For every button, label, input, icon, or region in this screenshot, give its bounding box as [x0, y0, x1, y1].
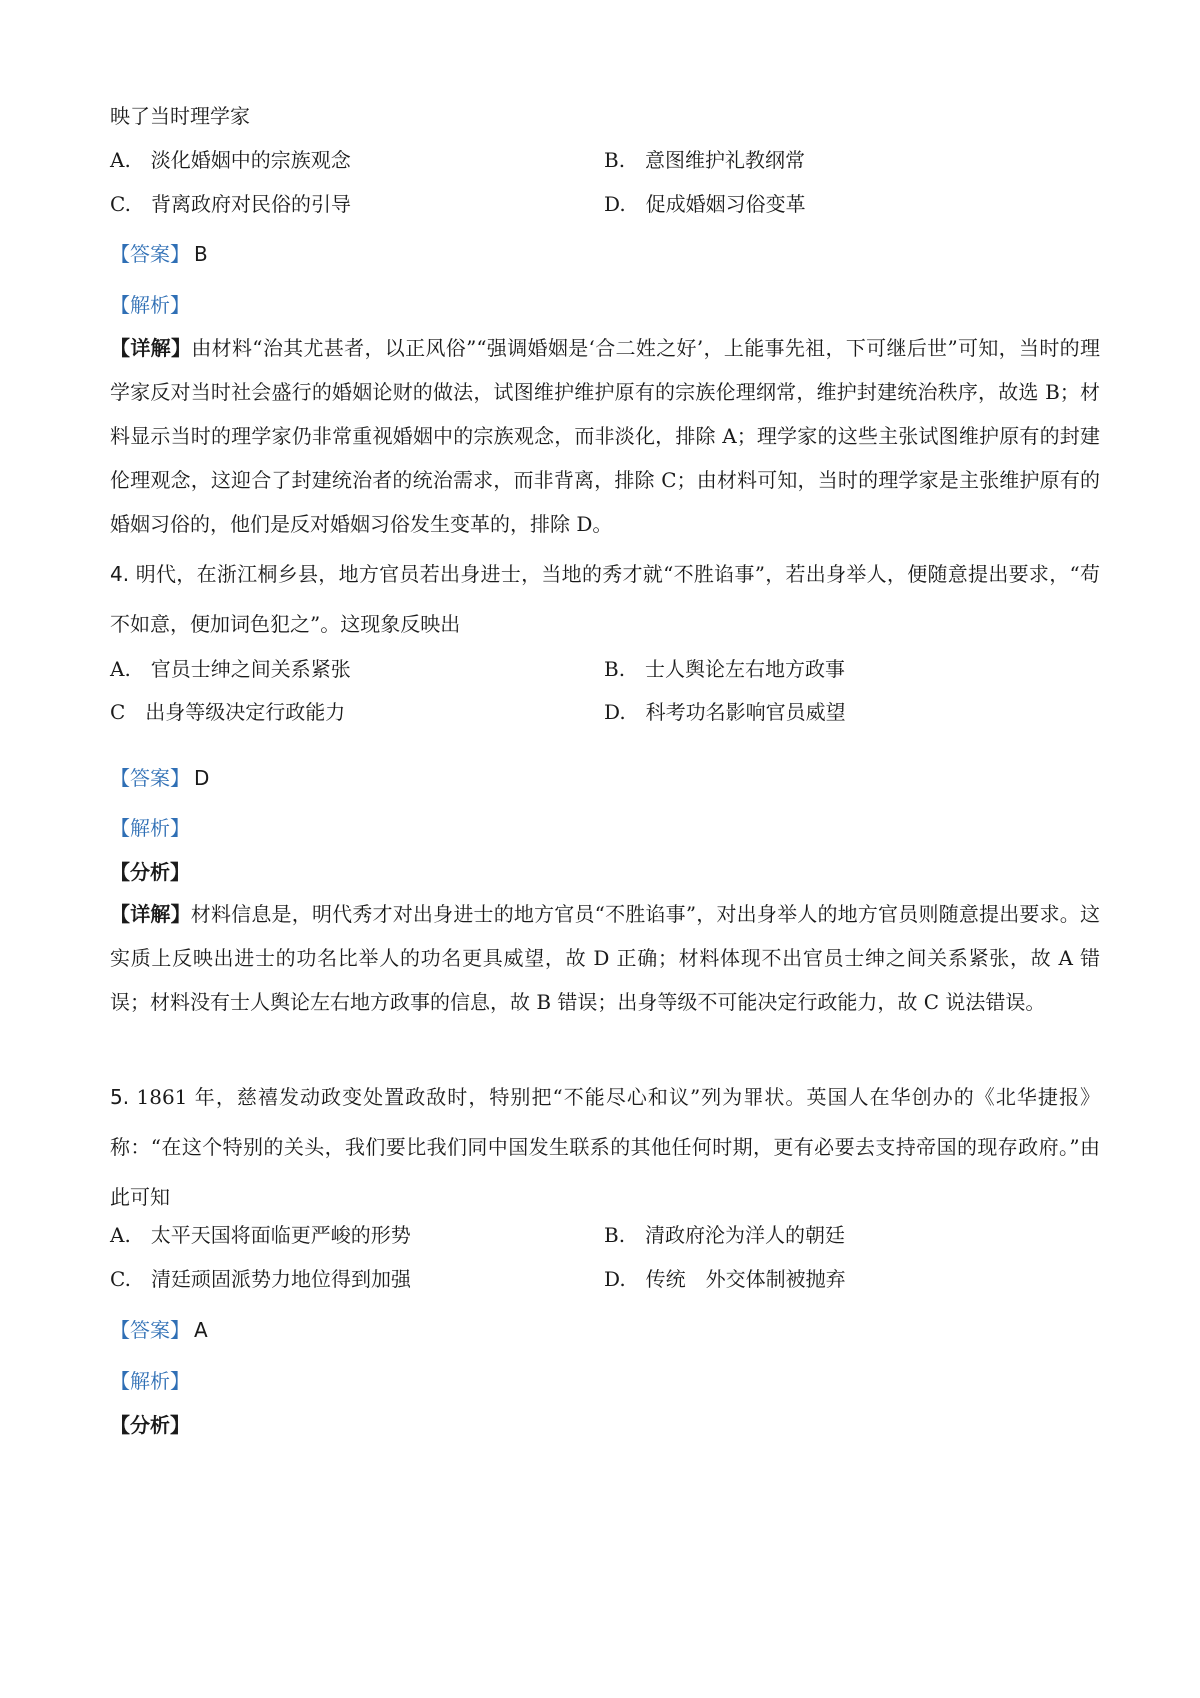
- answer-value: A: [194, 1318, 208, 1342]
- q5-answer: [110, 1317, 1100, 1343]
- q3-option-b: B. 意图维护礼教纲常: [604, 148, 806, 172]
- q4-option-d: D. 科考功名影响官员威望: [604, 700, 846, 724]
- q4-option-c: C 出身等级决定行政能力: [110, 700, 346, 724]
- q3-option-d: D. 促成婚姻习俗变革: [604, 192, 806, 216]
- answer-tag: 【答案】: [110, 766, 190, 790]
- q3-detail: [110, 326, 1100, 546]
- q3-option-a: A. 淡化婚姻中的宗族观念: [110, 148, 351, 172]
- q5-option-a: A. 太平天国将面临更严峻的形势: [110, 1223, 411, 1247]
- question-number: 4.: [110, 562, 130, 586]
- q4-option-a: A. 官员士绅之间关系紧张: [110, 657, 351, 681]
- q3-stem-tail: 映了当时理学家: [110, 104, 250, 128]
- detail-tag: 【详解】: [110, 336, 192, 360]
- answer-tag: 【答案】: [110, 1318, 190, 1342]
- detail-text: 材料信息是，明代秀才对出身进士的地方官员“不胜谄事”，对出身举人的地方官员则随意提出要求。这实质上反映出进士的功名比举人的功名更具威望，故 D 正确；材料体现不出官员士绅之间关系紧张，故 A 错误；材料没有士人舆论左右地方政事的信息，故 B 错误；出身等级不可能决定行政能力，故 C 说法错误。: [110, 902, 1100, 1014]
- detail-tag: 【详解】: [110, 902, 191, 926]
- answer-value: B: [194, 242, 208, 266]
- q5-fenxi-tag: 【分析】: [110, 1413, 190, 1437]
- question-stem: 1861 年，慈禧发动政变处置政敌时，特别把“不能尽心和议”列为罪状。英国人在华创办的《北华捷报》称：“在这个特别的关头，我们要比我们同中国发生联系的其他任何时期，更有必要去支持帝国的现存政府。”由此可知: [110, 1085, 1100, 1209]
- q4-detail: [110, 892, 1100, 1024]
- q3-analysis-tag: 【解析】: [110, 293, 190, 317]
- question-number: 5.: [110, 1085, 130, 1109]
- q3-option-c: C. 背离政府对民俗的引导: [110, 192, 351, 216]
- q4-analysis-tag: 【解析】: [110, 816, 190, 840]
- q4-stem: [110, 549, 1100, 649]
- q3-answer: [110, 241, 1100, 267]
- q5-stem: [110, 1072, 1100, 1222]
- answer-value: D: [194, 766, 210, 790]
- q5-option-b: B. 清政府沦为洋人的朝廷: [604, 1223, 846, 1247]
- detail-text: 由材料“治其尤甚者，以正风俗”“强调婚姻是‘合二姓之好’，上能事先祖，下可继后世”可知，当时的理学家反对当时社会盛行的婚姻论财的做法，试图维护维护原有的宗族伦理纲常，维护封建统治秩序，故选 B；材料显示当时的理学家仍非常重视婚姻中的宗族观念，而非淡化，排除 A；理学家的这些主张试图维护原有的封建伦理观念，这迎合了封建统治者的统治需求，而非背离，排除 C；由材料可知，当时的理学家是主张维护原有的婚姻习俗的，他们是反对婚姻习俗发生变革的，排除 D。: [110, 336, 1100, 536]
- q5-option-d: D. 传统 外交体制被抛弃: [604, 1267, 846, 1291]
- q5-analysis-tag: 【解析】: [110, 1369, 190, 1393]
- q4-option-b: B. 士人舆论左右地方政事: [604, 657, 846, 681]
- q5-option-c: C. 清廷顽固派势力地位得到加强: [110, 1267, 411, 1291]
- answer-tag: 【答案】: [110, 242, 190, 266]
- q4-fenxi-tag: 【分析】: [110, 860, 190, 884]
- q4-answer: [110, 765, 1100, 791]
- question-stem: 明代，在浙江桐乡县，地方官员若出身进士，当地的秀才就“不胜谄事”，若出身举人，便随意提出要求，“苟不如意，便加词色犯之”。这现象反映出: [110, 562, 1100, 636]
